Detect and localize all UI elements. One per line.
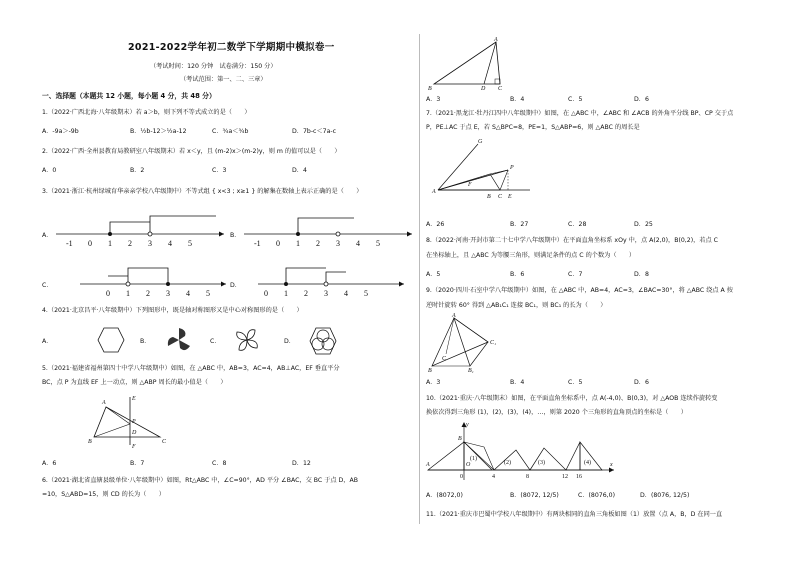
- tick-label: 5: [206, 289, 210, 298]
- section-heading: 一、选择题（本题共 12 小题，每小题 4 分，共 48 分）: [42, 92, 216, 100]
- fig-label: E: [132, 396, 136, 402]
- tick-label: 8: [526, 474, 529, 480]
- tick-label: 1: [108, 239, 112, 248]
- tick-label: 2: [316, 239, 320, 248]
- q6-stem-line2: =10，S△ABD=15，则 CD 的长为（ ）: [42, 491, 165, 498]
- fig-label: P: [132, 419, 136, 425]
- q3-numberline-a: [56, 212, 226, 250]
- hexagon-circles-figure-icon: [308, 326, 338, 356]
- q4-option-a[interactable]: A．: [42, 338, 53, 345]
- exam-time-info: （考试时间：120 分钟 试卷满分：150 分）: [150, 63, 277, 70]
- q2-option-a[interactable]: A．0: [42, 167, 57, 174]
- tick-label: 5: [376, 239, 380, 248]
- tick-label: 16: [576, 474, 582, 480]
- exam-scope: （考试范围：第一、二、三章）: [180, 76, 267, 83]
- q10-rotation-sequence-figure: [426, 420, 616, 482]
- q1-option-a[interactable]: A．-9a＞-9b: [42, 128, 79, 135]
- fig-label: B: [88, 439, 92, 445]
- right-column: [418, 0, 794, 562]
- q5-stem-line2: BC，点 P 为直线 EF 上一动点，则 △ABP 周长的最小值是（ ）: [42, 379, 227, 386]
- fig-label: B: [428, 86, 432, 92]
- fig-label: B: [428, 368, 432, 374]
- q4-stem: 4.（2021·北京昌平·八年级期中）下列图形中，既是轴对称图形又是中心对称图形的是（ ）: [42, 307, 303, 314]
- fig-label: (1): [470, 456, 477, 462]
- q3-option-b[interactable]: B．: [230, 232, 241, 239]
- q3-numberline-c: [80, 262, 230, 300]
- hexagon-figure-icon: [97, 326, 125, 354]
- fig-label: A: [432, 189, 436, 195]
- fig-label: C: [498, 194, 503, 200]
- tick-label: 0: [264, 289, 268, 298]
- q11-stem: 11.（2021·重庆市巴蜀中学校八年级期中）有两块相同的直角三角板如图（1）放置（点 A，B，D 在同一直: [426, 511, 723, 518]
- tick-label: 2: [146, 289, 150, 298]
- fig-label: B: [458, 436, 462, 442]
- fig-label: (2): [504, 460, 511, 466]
- fig-label: G: [478, 139, 483, 145]
- q3-option-d[interactable]: D．: [230, 282, 241, 289]
- exam-title: 2021-2022学年初二数学下学期期中模拟卷一: [128, 42, 335, 53]
- q10-stem-line2: 换依次得到三角形 (1)，(2)，(3)，(4)，…，则第 2020 个三角形的直角顶点的坐标是（ ）: [426, 409, 687, 416]
- q3-option-a[interactable]: A．: [42, 232, 53, 239]
- q6-option-b[interactable]: B．4: [510, 96, 525, 103]
- fig-label: C₁: [490, 340, 497, 346]
- q9-rotation-figure: [428, 314, 508, 372]
- q2-option-d[interactable]: D．4: [292, 167, 307, 174]
- fig-label: A: [494, 37, 498, 43]
- fig-label: A: [452, 313, 456, 319]
- q10-option-a[interactable]: A．(8072,0): [426, 492, 463, 499]
- q5-stem-line1: 5.（2021·福建省福州第四十中学八年级期中）如图，在 △ABC 中，AB=3，AC=4，AB⊥AC，EF 垂直平分: [42, 365, 340, 372]
- q5-triangle-figure: [88, 393, 178, 448]
- q9-option-b[interactable]: B．4: [510, 379, 525, 386]
- tick-label: 5: [188, 239, 192, 248]
- q6-option-a[interactable]: A．3: [426, 96, 441, 103]
- q3-numberline-b: [244, 212, 414, 250]
- q5-option-c[interactable]: C．8: [212, 460, 227, 467]
- tick-label: 3: [324, 289, 328, 298]
- q5-option-d[interactable]: D．12: [292, 460, 311, 467]
- q4-option-b[interactable]: B．: [140, 338, 151, 345]
- tick-label: 3: [166, 289, 170, 298]
- q9-option-c[interactable]: C．5: [568, 379, 583, 386]
- tick-label: 0: [106, 289, 110, 298]
- q1-option-d[interactable]: D．7b-c＜7a-c: [292, 128, 337, 135]
- q8-option-c[interactable]: C．7: [568, 271, 583, 278]
- four-leaf-figure-icon: [233, 326, 261, 354]
- q2-option-b[interactable]: B．2: [130, 167, 145, 174]
- q9-stem-line1: 9.（2020·四川·石室中学八年级期中）如图，在 △ABC 中，AB=4，AC=3，∠BAC=30°，将 △ABC 绕点 A 按: [426, 287, 733, 294]
- fig-label: y: [466, 422, 469, 428]
- q10-stem-line1: 10.（2021·重庆·八年级期末）如图，在平面直角坐标系中，点 A(-4,0)、B(0,3)，对 △AOB 连续作旋转变: [426, 395, 718, 402]
- q7-option-d[interactable]: D．25: [634, 221, 653, 228]
- tick-label: 2: [304, 289, 308, 298]
- q6-option-d[interactable]: D．6: [634, 96, 649, 103]
- q3-stem: 3.（2021·浙江·杭州绿城育华亲亲学校八年级期中）不等式组 { x<3 ; x≥1 } 的解集在数轴上表示正确的是（ ）: [42, 188, 363, 195]
- tick-label: 0: [276, 239, 280, 248]
- tick-label: 4: [168, 239, 172, 248]
- q7-option-b[interactable]: B．27: [510, 221, 529, 228]
- tick-label: 4: [186, 289, 190, 298]
- q1-stem: 1.（2022·广西北海·八年级期末）若 a＞b，则下列不等式成立的是（ ）: [42, 109, 251, 116]
- fig-label: B: [487, 194, 491, 200]
- q7-stem-line2: P，PE⊥AC 于点 E，若 S△BPC=8，PE=1，S△ABP=6，则 △ABC 的周长是: [426, 124, 640, 131]
- tick-label: 0: [460, 474, 463, 480]
- q6-option-c[interactable]: C．5: [568, 96, 583, 103]
- q1-option-c[interactable]: C．¾a＜¾b: [212, 128, 249, 135]
- fig-label: C: [442, 356, 447, 362]
- fig-label: (3): [538, 460, 545, 466]
- fig-label: E: [508, 194, 512, 200]
- q6-stem-line1: 6.（2021·湖北省直辖县级单位·八年级期中）如图，Rt△ABC 中，∠C=90°，AD 平分 ∠BAC，交 BC 于点 D，AB: [42, 477, 358, 484]
- q2-option-c[interactable]: C．3: [212, 167, 227, 174]
- fig-label: (4): [584, 460, 591, 466]
- fig-label: F: [132, 444, 136, 450]
- q8-stem-line2: 在坐标轴上，且 △ABC 为等腰三角形，则满足条件的点 C 的个数为（ ）: [426, 252, 636, 259]
- fig-label: A: [102, 400, 106, 406]
- fig-label: D: [132, 430, 137, 436]
- fig-label: O: [466, 462, 471, 468]
- q1-option-b[interactable]: B．½b-12＞½a-12: [130, 128, 187, 135]
- tick-label: 4: [344, 289, 348, 298]
- tick-label: 5: [364, 289, 368, 298]
- tick-label: 3: [336, 239, 340, 248]
- q6-right-triangle-figure: [426, 38, 516, 90]
- fig-label: P: [510, 165, 514, 171]
- fig-label: C: [498, 86, 503, 92]
- q5-option-a[interactable]: A．6: [42, 460, 57, 467]
- fig-label: A: [426, 462, 430, 468]
- q7-option-a[interactable]: A．26: [426, 221, 445, 228]
- tick-label: 0: [88, 239, 92, 248]
- q2-stem: 2.（2022·广西·全州县教育局教研室八年级期末）若 x＜y，且 (m-2)x＞(m-2)y，则 m 的值可以是（ ）: [42, 148, 341, 155]
- q9-option-a[interactable]: A．3: [426, 379, 441, 386]
- fig-label: D: [481, 86, 486, 92]
- q10-option-b[interactable]: B．(8072, 12/5): [510, 492, 559, 499]
- q3-numberline-d: [258, 262, 408, 300]
- q4-option-d[interactable]: D．: [284, 338, 295, 345]
- q8-option-b[interactable]: B．6: [510, 271, 525, 278]
- fig-label: B₁: [468, 368, 474, 374]
- fig-label: F: [468, 182, 472, 188]
- fig-label: C: [162, 439, 167, 445]
- q10-option-c[interactable]: C．(8076,0): [578, 492, 615, 499]
- tick-label: 1: [126, 289, 130, 298]
- tick-label: 4: [356, 239, 360, 248]
- tick-label: 1: [296, 239, 300, 248]
- q4-option-c[interactable]: C．: [210, 338, 221, 345]
- q8-option-a[interactable]: A．5: [426, 271, 441, 278]
- tick-label: 3: [148, 239, 152, 248]
- pinwheel-three-blade-icon: [165, 326, 193, 354]
- q7-option-c[interactable]: C．28: [568, 221, 587, 228]
- q3-option-c[interactable]: C．: [42, 282, 53, 289]
- q8-stem-line1: 8.（2022·河南·开封市第二十七中学八年级期中）在平面直角坐标系 xOy 中，点 A(2,0)，B(0,2)，若点 C: [426, 237, 718, 244]
- tick-label: 4: [492, 474, 495, 480]
- q9-option-d[interactable]: D．6: [634, 379, 649, 386]
- q7-triangle-figure: [432, 140, 532, 202]
- q8-option-d[interactable]: D．8: [634, 271, 649, 278]
- tick-label: -1: [254, 239, 261, 248]
- tick-label: -1: [66, 239, 73, 248]
- tick-label: 2: [128, 239, 132, 248]
- fig-label: x: [610, 462, 613, 468]
- q7-stem-line1: 7.（2021·黑龙江·牡丹江四中八年级期中）如图，在 △ABC 中，∠ABC 和 ∠ACB 的外角平分线 BP、CP 交于点: [426, 110, 734, 117]
- tick-label: 1: [284, 289, 288, 298]
- q10-option-d[interactable]: D．(8076, 12/5): [640, 492, 690, 499]
- tick-label: 12: [562, 474, 568, 480]
- q9-stem-line2: 逆时针旋转 60° 得到 △AB₁C₁ 连接 BC₁，则 BC₁ 的长为（ ）: [426, 302, 607, 309]
- q5-option-b[interactable]: B．7: [130, 460, 145, 467]
